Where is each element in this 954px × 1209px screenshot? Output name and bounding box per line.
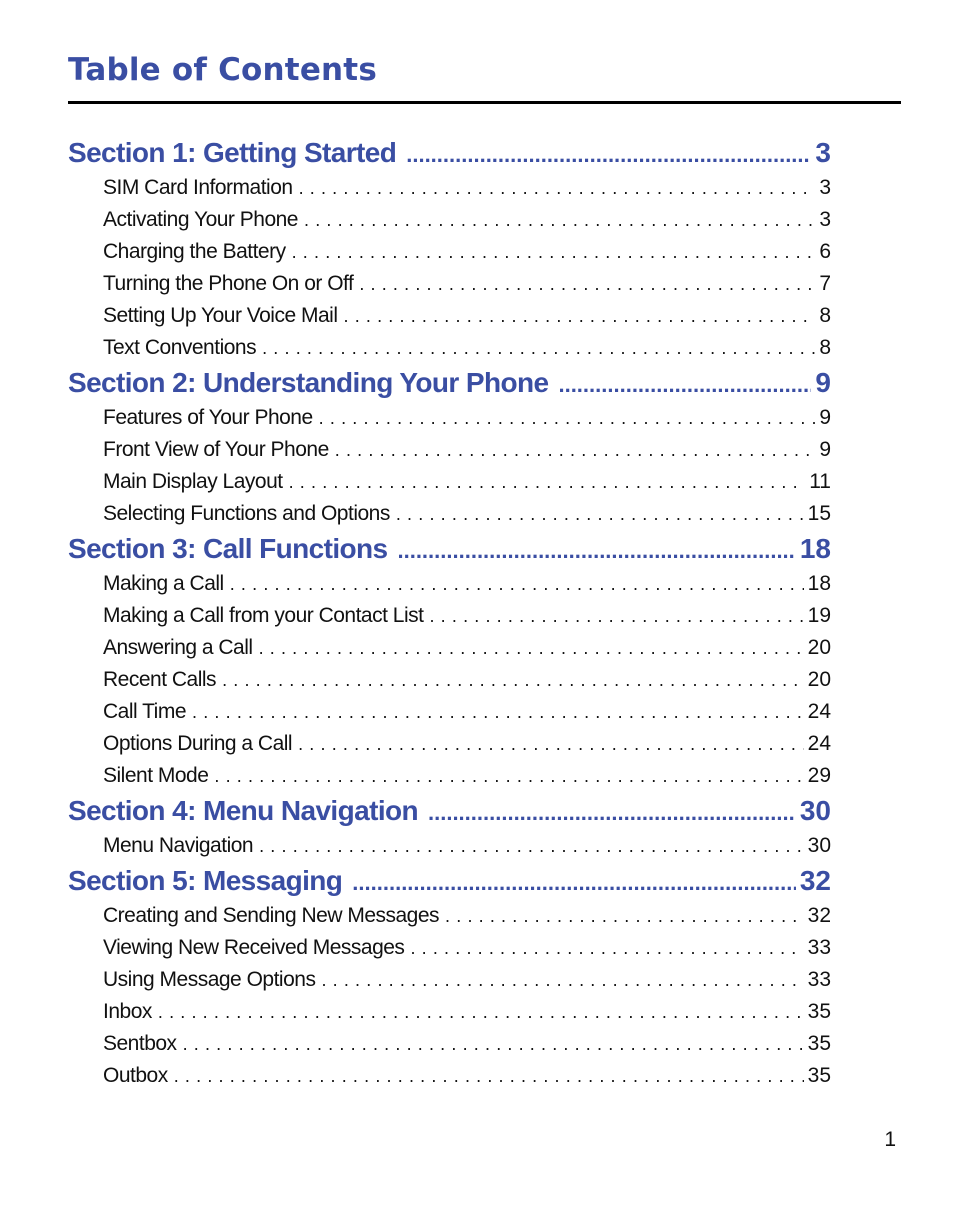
entry-title: Outbox [103,1064,168,1087]
toc-entry[interactable] [68,434,831,466]
toc-section-heading[interactable] [68,792,831,830]
toc-entry[interactable] [68,498,831,530]
section-title: Section 4: Menu Navigation [68,795,418,826]
dot-leader [335,434,816,466]
toc-entry[interactable] [68,402,831,434]
toc-entry[interactable] [68,900,831,932]
page-ref: 20 [807,668,831,691]
page-ref: 18 [807,572,831,595]
page-ref: 32 [799,865,831,896]
toc-entry[interactable] [68,664,831,696]
dot-leader [230,568,804,600]
entry-title: Sentbox [103,1032,177,1055]
entry-title: Features of Your Phone [103,406,313,429]
toc-entry[interactable] [68,1060,831,1092]
entry-title: Making a Call from your Contact List [103,604,424,627]
page-ref: 8 [819,336,831,359]
toc-entry[interactable] [68,932,831,964]
toc-entry[interactable] [68,830,831,862]
title-divider [68,101,901,104]
section-title: Section 3: Call Functions [68,533,388,564]
page-ref: 18 [799,533,831,564]
toc-section-heading[interactable] [68,364,831,402]
entry-title: Answering a Call [103,636,253,659]
entry-title: Setting Up Your Voice Mail [103,304,338,327]
toc-entry[interactable] [68,632,831,664]
page-ref: 8 [819,304,831,327]
toc-entry[interactable] [68,696,831,728]
page-ref: 15 [807,502,831,525]
page-title: Table of Contents [68,52,377,88]
dot-leader [344,300,816,332]
dot-leader [445,900,804,932]
entry-title: Making a Call [103,572,224,595]
entry-title: Turning the Phone On or Off [103,272,354,295]
page-ref: 30 [799,795,831,826]
dot-leader [298,728,804,760]
toc-section-heading[interactable] [68,530,831,568]
dot-leader [321,964,803,996]
section-title: Section 1: Getting Started [68,137,397,168]
section-title: Section 2: Understanding Your Phone [68,367,549,398]
dot-leader [397,532,795,568]
dot-leader [396,498,804,530]
page-ref: 35 [807,1032,831,1055]
dot-leader [429,600,803,632]
entry-title: SIM Card Information [103,176,293,199]
page-ref: 3 [815,137,831,168]
entry-title: Text Conventions [103,336,257,359]
page-ref: 3 [819,208,831,231]
toc-entry[interactable] [68,600,831,632]
dot-leader [352,864,796,900]
dot-leader [262,332,815,364]
dot-leader [214,760,803,792]
toc-entry[interactable] [68,236,831,268]
page-number: 1 [884,1128,896,1151]
toc-section-heading[interactable] [68,862,831,900]
entry-title: Activating Your Phone [103,208,298,231]
dot-leader [289,466,806,498]
dot-leader [183,1028,804,1060]
page-ref: 35 [807,1000,831,1023]
page-ref: 9 [815,367,831,398]
toc-entry[interactable] [68,332,831,364]
entry-title: Recent Calls [103,668,217,691]
entry-title: Menu Navigation [103,834,254,857]
dot-leader [292,236,816,268]
page-ref: 33 [807,968,831,991]
toc-entry[interactable] [68,172,831,204]
dot-leader [299,172,816,204]
page-ref: 11 [809,470,831,493]
dot-leader [158,996,804,1028]
entry-title: Creating and Sending New Messages [103,904,440,927]
page-ref: 3 [819,176,831,199]
dot-leader [406,136,811,172]
page-ref: 33 [807,936,831,959]
page-ref: 32 [807,904,831,927]
page-ref: 9 [819,406,831,429]
page-ref: 24 [807,700,831,723]
entry-title: Silent Mode [103,764,209,787]
dot-leader [192,696,804,728]
entry-title: Call Time [103,700,187,723]
table-of-contents [68,134,831,1092]
dot-leader [359,268,815,300]
toc-entry[interactable] [68,728,831,760]
page-ref: 9 [819,438,831,461]
entry-title: Main Display Layout [103,470,283,493]
toc-entry[interactable] [68,300,831,332]
toc-entry[interactable] [68,964,831,996]
entry-title: Charging the Battery [103,240,286,263]
toc-entry[interactable] [68,1028,831,1060]
entry-title: Using Message Options [103,968,316,991]
page-ref: 35 [807,1064,831,1087]
toc-section-heading[interactable] [68,134,831,172]
dot-leader [319,402,816,434]
dot-leader [259,830,804,862]
toc-entry[interactable] [68,204,831,236]
page-ref: 24 [807,732,831,755]
dot-leader [304,204,815,236]
toc-entry[interactable] [68,996,831,1028]
entry-title: Selecting Functions and Options [103,502,390,525]
toc-entry[interactable] [68,760,831,792]
toc-entry[interactable] [68,568,831,600]
dot-leader [174,1060,804,1092]
page-ref: 29 [807,764,831,787]
dot-leader [410,932,803,964]
dot-leader [259,632,804,664]
page-ref: 7 [819,272,831,295]
dot-leader [222,664,804,696]
entry-title: Options During a Call [103,732,293,755]
entry-title: Viewing New Received Messages [103,936,405,959]
dot-leader [428,794,796,830]
page-ref: 30 [807,834,831,857]
section-title: Section 5: Messaging [68,865,343,896]
page-ref: 19 [807,604,831,627]
dot-leader [558,366,811,402]
toc-entry[interactable] [68,268,831,300]
entry-title: Front View of Your Phone [103,438,329,461]
page-ref: 6 [819,240,831,263]
entry-title: Inbox [103,1000,152,1023]
page-ref: 20 [807,636,831,659]
toc-entry[interactable] [68,466,831,498]
